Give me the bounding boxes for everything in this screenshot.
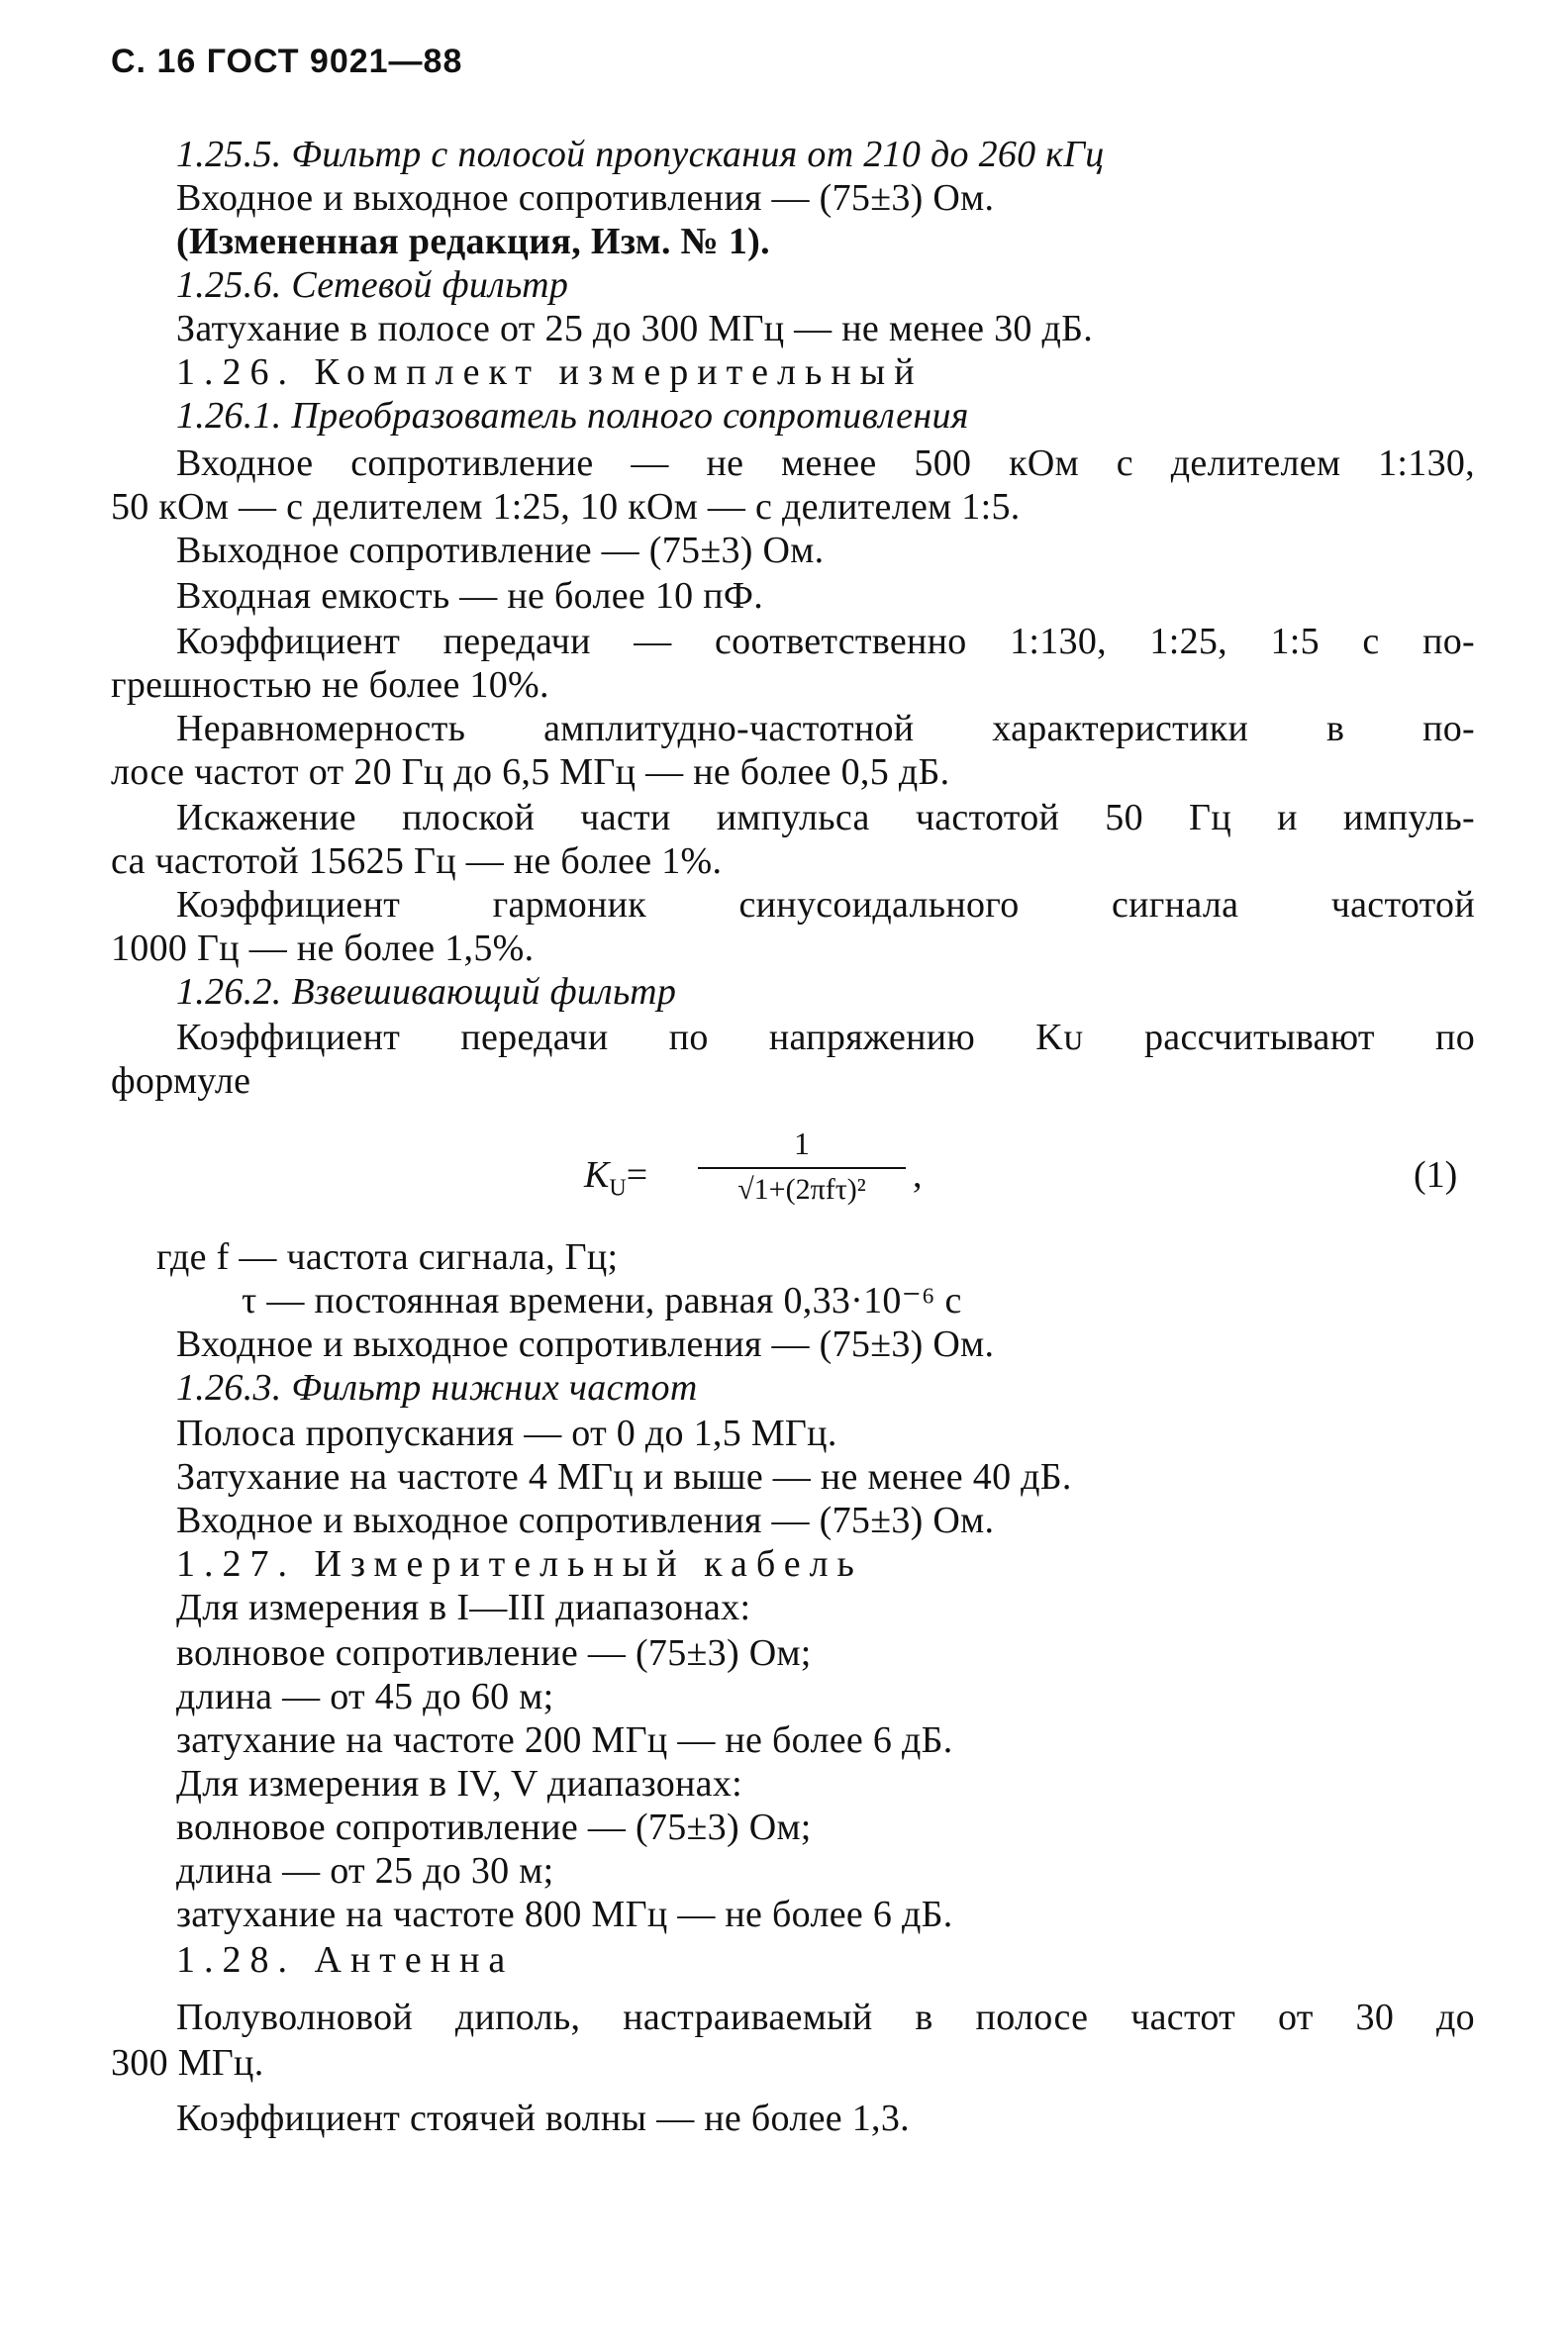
section-1-26-1-title: 1.26.1. Преобразователь полного сопротивления (176, 395, 969, 437)
paragraph-line: 1000 Гц — не более 1,5%. (111, 928, 535, 969)
section-1-25-6-title: 1.25.6. Сетевой фильтр (176, 264, 569, 306)
paragraph-line: Входное и выходное сопротивления — (75±3) Ом. (176, 177, 995, 219)
paragraph-line: Коэффициент стоячей волны — не более 1,3. (176, 2098, 910, 2139)
section-1-27-title: 1.27. Измерительный кабель (176, 1543, 863, 1585)
fraction-bar (698, 1167, 906, 1169)
formula-numerator: 1 (794, 1125, 810, 1161)
formula-1 (584, 1124, 940, 1232)
formula-fraction (698, 1124, 906, 1209)
paragraph-line: Неравномерность амплитудно-частотной характеристики в по- (176, 708, 1475, 749)
section-1-26-3-title: 1.26.3. Фильтр нижних частот (176, 1367, 698, 1409)
paragraph-line: Входное и выходное сопротивления — (75±3) Ом. (176, 1323, 995, 1365)
paragraph-line: са частотой 15625 Гц — не более 1%. (111, 840, 723, 882)
paragraph-line: длина — от 25 до 30 м; (176, 1850, 554, 1892)
paragraph-line: Коэффициент передачи по напряжению Kᴜ рассчитывают по (176, 1017, 1475, 1058)
paragraph-line: затухание на частоте 800 МГц — не более 6 дБ. (176, 1894, 953, 1935)
amendment-note: (Измененная редакция, Изм. № 1). (176, 221, 770, 262)
paragraph-line: Для измерения в I—III диапазонах: (176, 1587, 751, 1628)
formula-lhs (584, 1153, 647, 1203)
paragraph-line: Выходное сопротивление — (75±3) Ом. (176, 530, 825, 571)
paragraph-line: Полуволновой диполь, настраиваемый в полосе частот от 30 до (176, 1997, 1475, 2038)
formula-equals: = (626, 1154, 648, 1196)
definition-line: где f — частота сигнала, Гц; (156, 1236, 619, 1278)
formula-subscript: U (609, 1175, 627, 1202)
paragraph-line: 300 МГц. (111, 2042, 264, 2084)
paragraph-line: лосе частот от 20 Гц до 6,5 МГц — не более 0,5 дБ. (111, 751, 950, 793)
paragraph-line: грешностью не более 10%. (111, 664, 549, 706)
paragraph-line: Полоса пропускания — от 0 до 1,5 МГц. (176, 1413, 837, 1454)
paragraph-line: Для измерения в IV, V диапазонах: (176, 1763, 742, 1805)
section-1-28-title: 1.28. Антенна (176, 1939, 515, 1981)
paragraph-line: Коэффициент передачи — соответственно 1:130, 1:25, 1:5 с по- (176, 621, 1475, 662)
definition-line: τ — постоянная времени, равная 0,33·10⁻⁶ с (242, 1280, 962, 1321)
paragraph-line: 50 кОм — с делителем 1:25, 10 кОм — с делителем 1:5. (111, 486, 1021, 528)
formula-denominator: √1+(2πfτ)² (737, 1173, 866, 1206)
section-1-25-5-title: 1.25.5. Фильтр с полосой пропускания от 210 до 260 кГц (176, 134, 1105, 175)
page-header: С. 16 ГОСТ 9021—88 (111, 43, 463, 80)
section-1-26-title: 1.26. Комплект измерительный (176, 351, 924, 393)
formula-comma: , (913, 1154, 923, 1196)
paragraph-line: Затухание в полосе от 25 до 300 МГц — не менее 30 дБ. (176, 308, 1094, 349)
paragraph-line: Коэффициент гармоник синусоидального сигнала частотой (176, 884, 1475, 926)
section-1-26-2-title: 1.26.2. Взвешивающий фильтр (176, 971, 677, 1013)
paragraph-line: волновое сопротивление — (75±3) Ом; (176, 1632, 812, 1674)
paragraph-line: волновое сопротивление — (75±3) Ом; (176, 1807, 812, 1848)
formula-symbol: K (584, 1154, 610, 1196)
paragraph-line: Входная емкость — не более 10 пФ. (176, 575, 763, 617)
paragraph-line: длина — от 45 до 60 м; (176, 1676, 554, 1717)
paragraph-line: Затухание на частоте 4 МГц и выше — не менее 40 дБ. (176, 1456, 1072, 1498)
paragraph-line: Искажение плоской части импульса частотой 50 Гц и импуль- (176, 797, 1475, 838)
equation-number: (1) (1414, 1154, 1458, 1196)
paragraph-line: формуле (111, 1060, 251, 1102)
paragraph-line: Входное сопротивление — не менее 500 кОм с делителем 1:130, (176, 442, 1475, 484)
paragraph-line: затухание на частоте 200 МГц — не более 6 дБ. (176, 1719, 953, 1761)
paragraph-line: Входное и выходное сопротивления — (75±3) Ом. (176, 1500, 995, 1541)
